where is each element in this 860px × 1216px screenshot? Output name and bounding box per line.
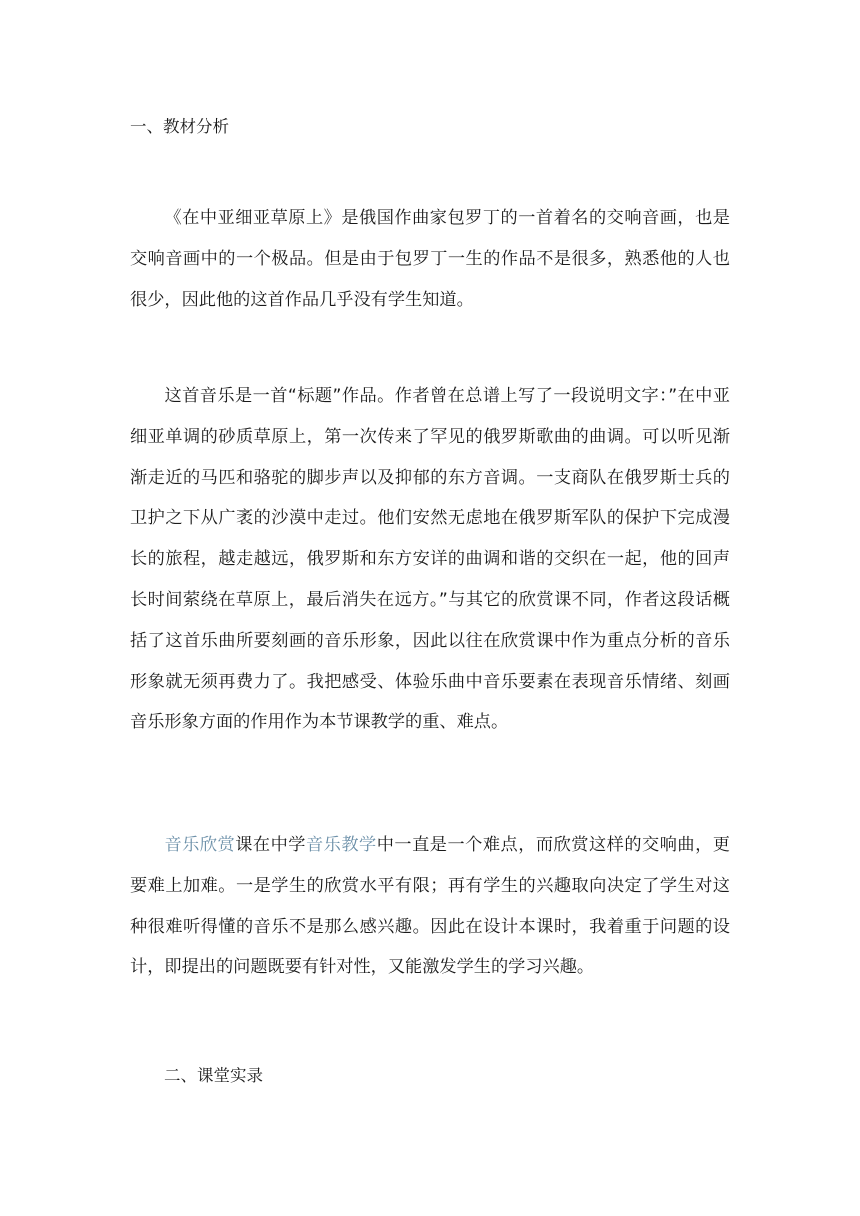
paragraph-text-segment: 中一直是一个难点，而欣赏这样的交响曲，更要难上加难。一是学生的欣赏水平有限；再有学生的兴趣取向决定了学生对这种很难听得懂的音乐不是那么感兴趣。因此在设计本课时，我着重于问题的设计，即提出的问题既要有针对性，又能激发学生的学习兴趣。 [130,835,730,978]
paragraph-text-segment: 课在中学 [235,835,306,855]
paragraph-composer-note-text: 这首音乐是一首“标题”作品。作者曾在总谱上写了一段说明文字：”在中亚细亚单调的砂质草原上，第一次传来了罕见的俄罗斯歌曲的曲调。可以听见渐渐走近的马匹和骆驼的脚步声以及抑郁的东方音调。一支商队在俄罗斯士兵的卫护之下从广袤的沙漠中走过。他们安然无虑地在俄罗斯军队的保护下完成漫长的旅程，越走越远，俄罗斯和东方安详的曲调和谐的交织在一起，他的回声长时间萦绕在草原上，最后消失在远方。”与其它的欣赏课不同，作者这段话概括了这首乐曲所要刻画的音乐形象，因此以往在欣赏课中作为重点分析的音乐形象就无须再费力了。我把感受、体验乐曲中音乐要素在表现音乐情绪、刻画音乐形象方面的作用作为本节课教学的重、难点。 [130,386,730,733]
music-teaching-link[interactable]: 音乐教学 [306,835,377,855]
section-heading-textbook-analysis: 一、教材分析 [130,117,229,136]
paragraph-teaching-difficulty [130,825,730,988]
section-heading-classroom-record: 二、课堂实录 [164,1066,263,1085]
paragraph-intro-text: 《在中亚细亚草原上》是俄国作曲家包罗丁的一首着名的交响音画，也是交响音画中的一个极品。但是由于包罗丁一生的作品不是很多，熟悉他的人也很少，因此他的这首作品几乎没有学生知道。 [130,208,730,310]
paragraph-composer-note [130,376,730,743]
paragraph-intro [130,198,730,320]
music-appreciation-link[interactable]: 音乐欣赏 [164,835,236,855]
